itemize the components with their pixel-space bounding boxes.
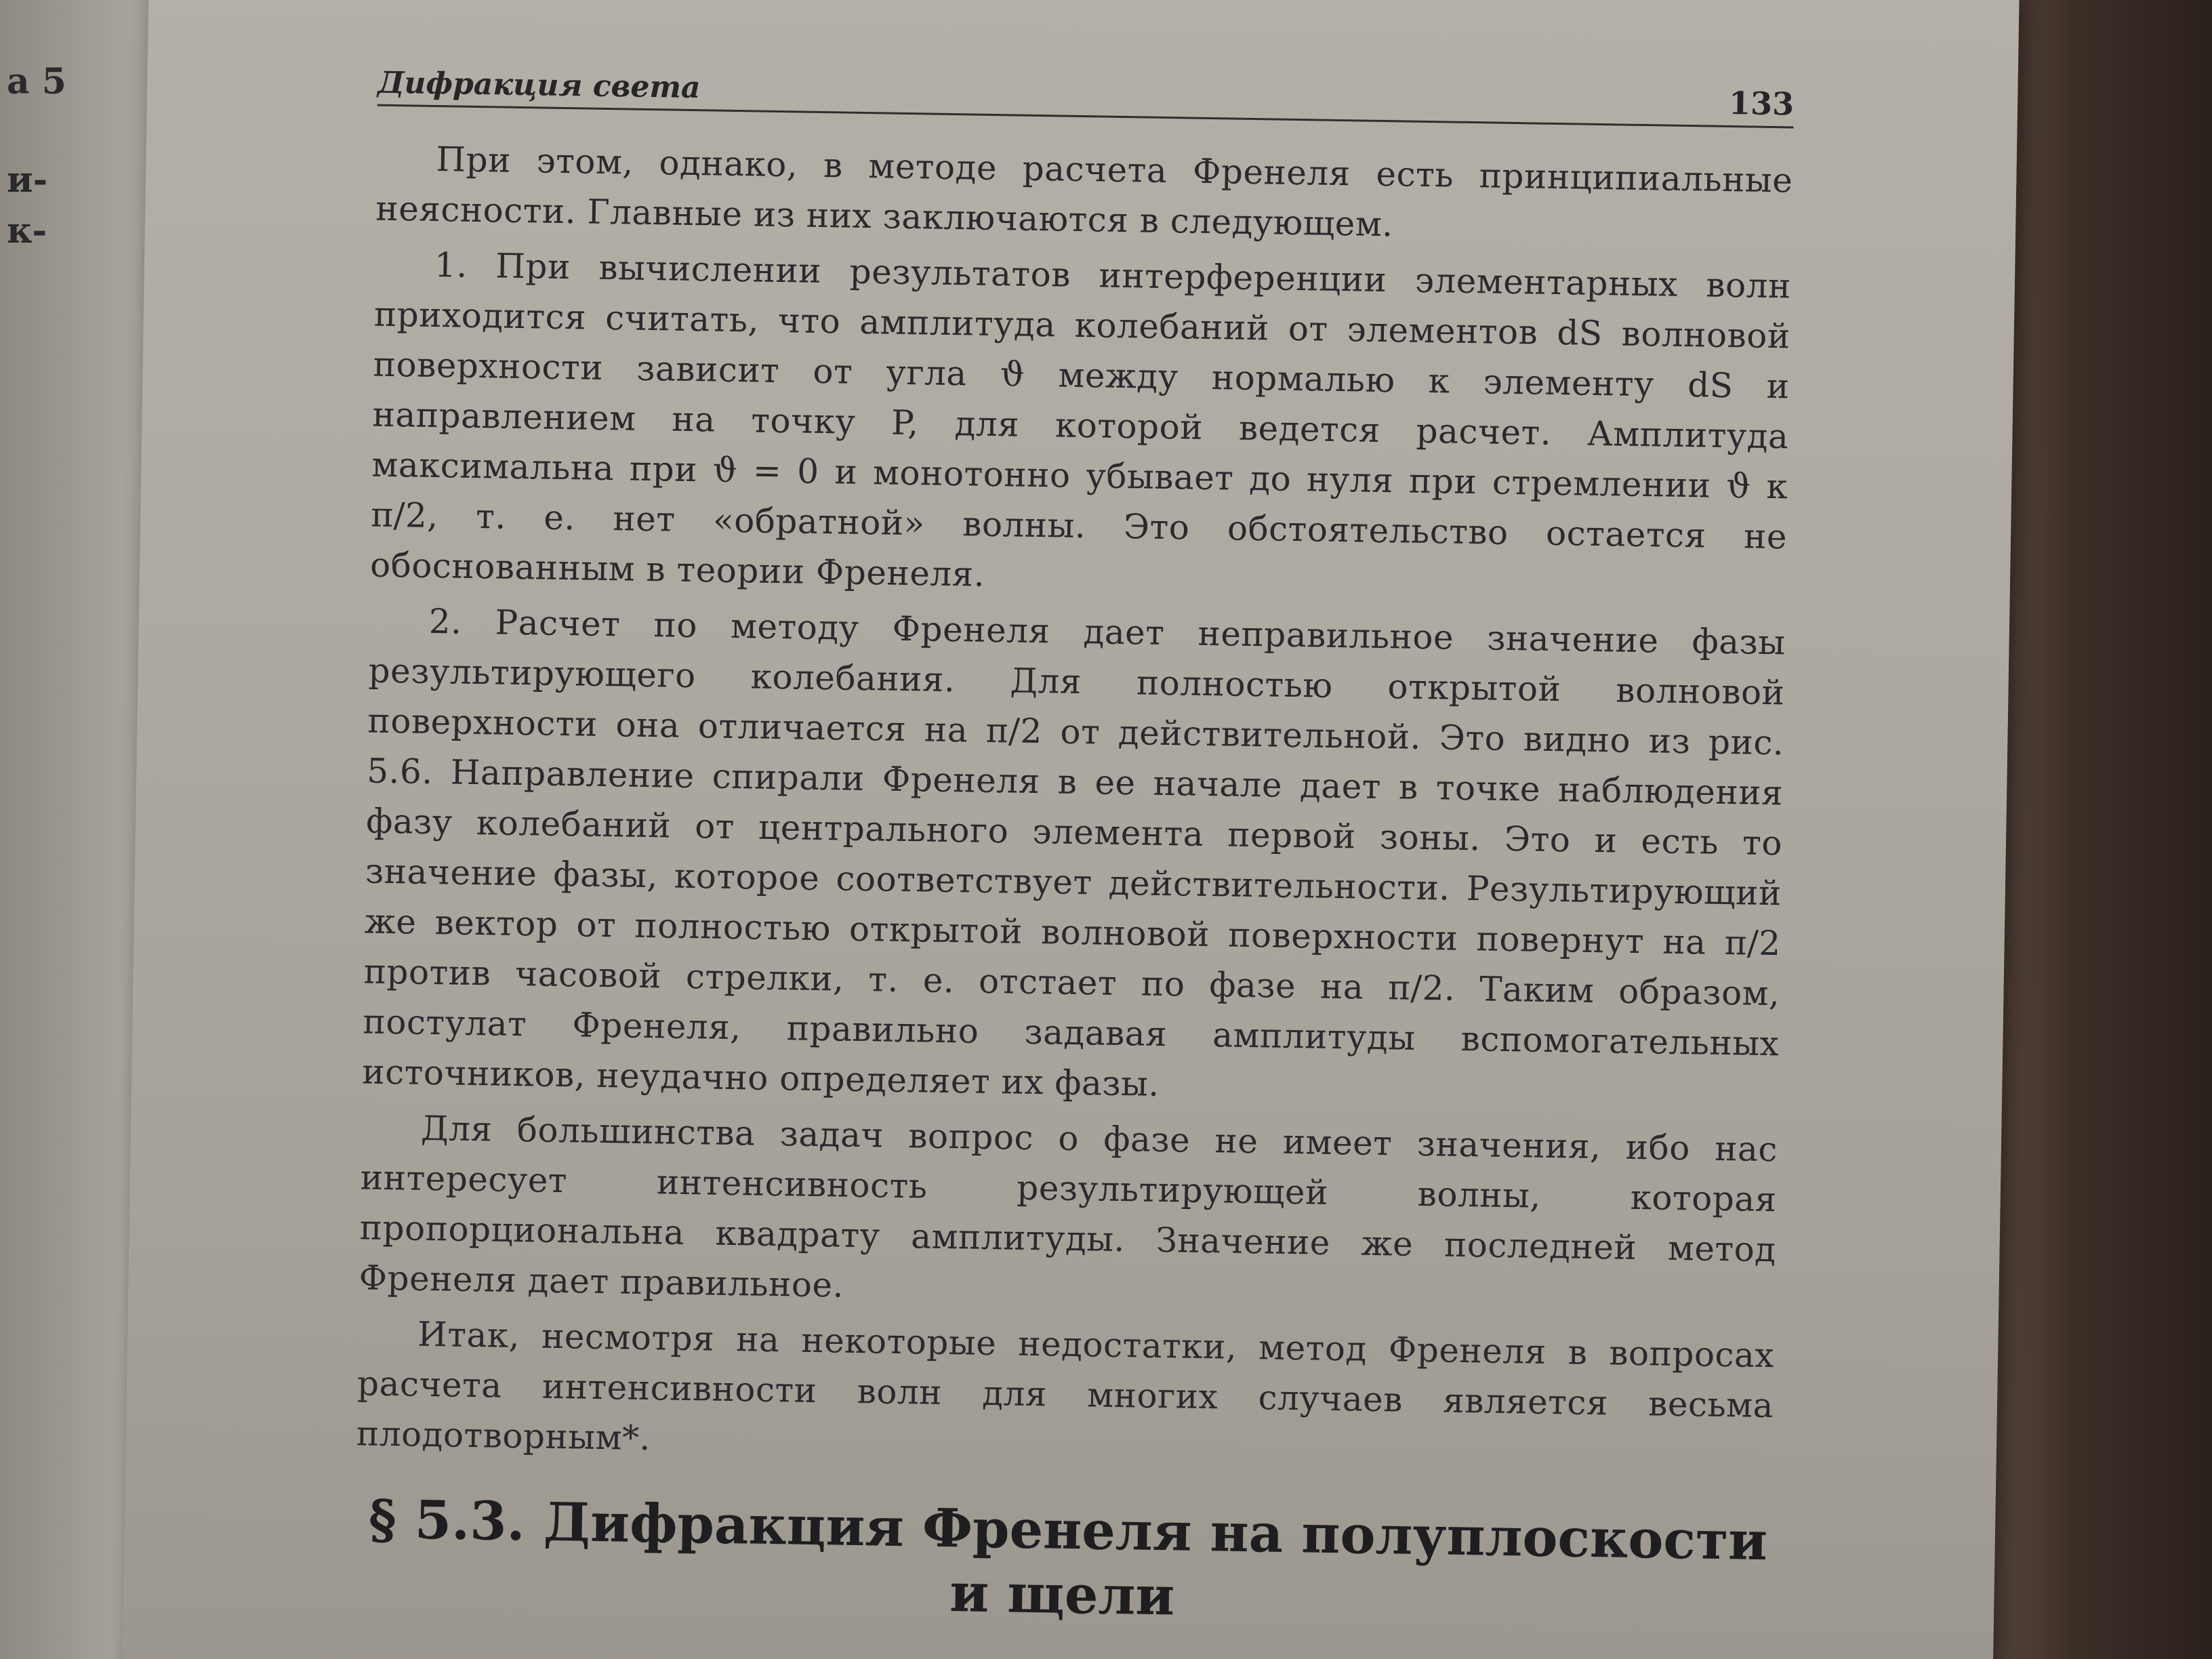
page-content bbox=[354, 64, 1795, 1637]
left-page-fragment: и- bbox=[7, 159, 48, 201]
left-page-fragment: к- bbox=[7, 210, 47, 251]
paragraph-point-2: 2. Расчет по методу Френеля дает неправильное значение фазы результирующего колебания. Для полностью открытой волновой поверхности она отличается на π/2 от действительной. Это видно из рис. 5.6. Направление спирали Френеля в ее начале дает в точке наблюдения фазу колебаний от центрального элемента первой зоны. Это и есть то значение фазы, которое соответствует действительности. Результирующий же вектор от полностью открытой волновой поверхности повернут на π/2 против часовой стрелки, т. е. отстает по фазе на π/2. Таким образом, постулат Френеля, правильно задавая амплитуды вспомогательных источников, неудачно определяет их фазы. bbox=[361, 601, 1786, 1104]
book-page bbox=[121, 0, 2019, 1659]
paragraph-intro: При этом, однако, в методе расчета Френеля есть принципиальные неясности. Главные из них заключаются в следующем. bbox=[375, 140, 1793, 245]
section-heading: § 5.3. Дифракция Френеля на полуплоскости bbox=[368, 1488, 1768, 1573]
paragraph-phase: Для большинства задач вопрос о фазе не имеет значения, ибо нас интересует интенсивность результирующей волны, которая пропорциональна квадрату амплитуды. Значение же последней метод Френеля дает правильное. bbox=[359, 1108, 1778, 1305]
paragraph-point-1: 1. При вычислении результатов интерференции элементарных волн приходится считать, что амплитуда колебаний от элементов dS волновой поверхности зависит от угла ϑ между нормалью к элементу dS и направлением на точку P, для которой ведется расчет. Амплитуда максимальна при ϑ = 0 и монотонно убывает до нуля при стремлении ϑ к π/2, т. е. нет «обратной» волны. Это обстоятельство остается не обоснованным в теории Френеля. bbox=[369, 245, 1792, 594]
page-number: 133 bbox=[1728, 84, 1795, 123]
running-header bbox=[377, 64, 1795, 129]
left-page-fragment: а 5 bbox=[7, 61, 66, 102]
header-title: Дифракция света bbox=[377, 65, 701, 106]
book-background bbox=[1982, 0, 2212, 1659]
paragraph-conclusion: Итак, несмотря на некоторые недостатки, метод Френеля в вопросах расчета интенсивности волн для многих случаев является весьма плодотворным*. bbox=[356, 1314, 1775, 1458]
section-heading-continuation: и щели bbox=[949, 1562, 1176, 1628]
